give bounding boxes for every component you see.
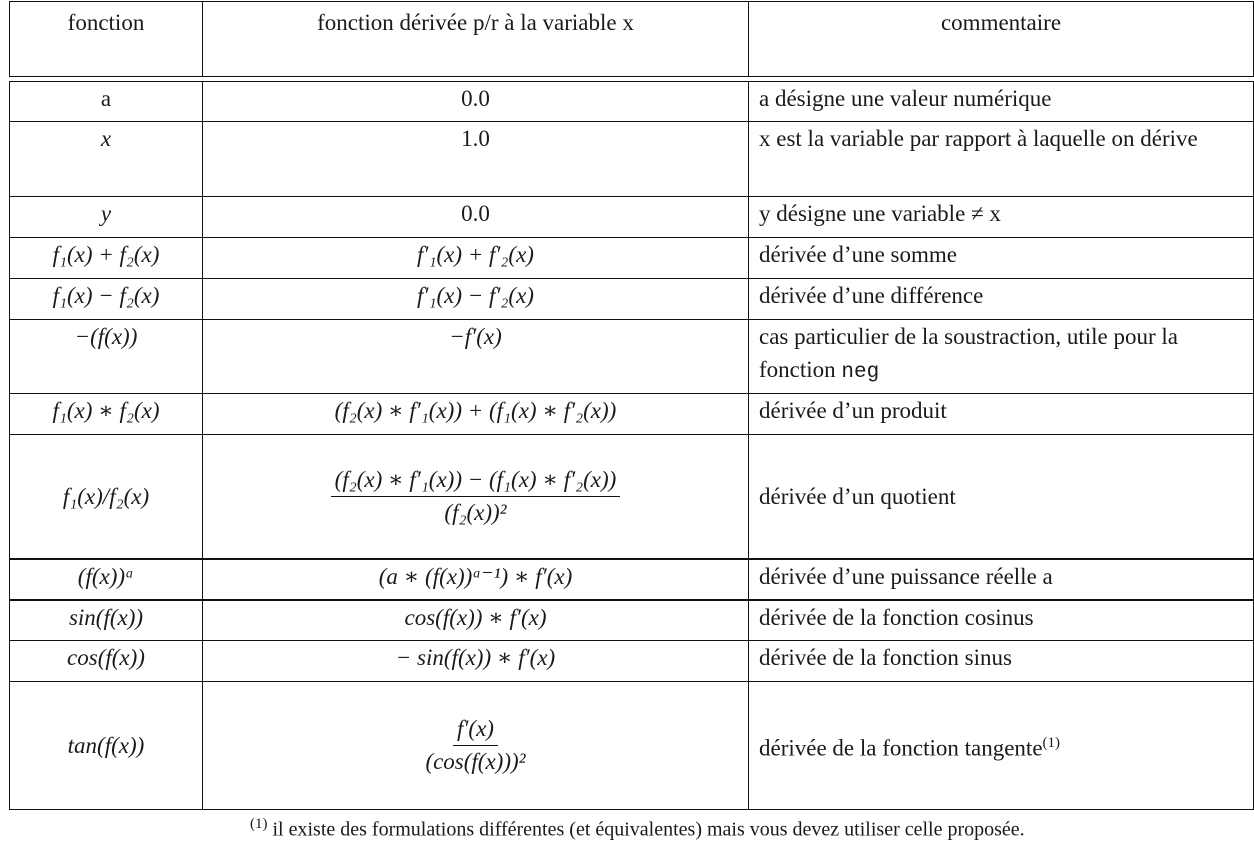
- comment-text: cas particulier de la soustraction, utile pour la fonction: [759, 324, 1178, 382]
- cell-derivative: [203, 320, 749, 394]
- cell-derivative: 0.0: [203, 197, 749, 238]
- table-row: [10, 435, 1254, 559]
- math-expr: f₁(x) ∗ f₂(x): [52, 398, 160, 423]
- table-row: [10, 559, 1254, 600]
- footnote: [250, 816, 1025, 842]
- cell-comment: dérivée d’une somme: [749, 238, 1254, 279]
- footnote-mark: (1): [250, 816, 268, 832]
- derivatives-table-body: [9, 81, 1254, 810]
- cell-derivative: 0.0: [203, 82, 749, 122]
- table-row: [10, 682, 1254, 810]
- table-row: [10, 279, 1254, 320]
- math-expr: −(f(x)): [74, 324, 138, 349]
- table-row: [10, 238, 1254, 279]
- cell-comment: [749, 320, 1254, 394]
- cell-function: [10, 279, 203, 320]
- cell-function: [10, 394, 203, 435]
- math-expr: f′₁(x) + f′₂(x): [417, 242, 534, 267]
- cell-derivative: [203, 279, 749, 320]
- cell-derivative: [203, 394, 749, 435]
- cell-function: [10, 641, 203, 682]
- math-expr: (a ∗ (f(x))ᵃ⁻¹) ∗ f′(x): [378, 563, 573, 589]
- cell-function: [10, 682, 203, 810]
- cell-comment: dérivée d’un quotient: [749, 435, 1254, 559]
- cell-comment: dérivée d’une puissance réelle a: [749, 559, 1254, 600]
- cell-function: [10, 320, 203, 394]
- math-expr: −f′(x): [449, 324, 502, 349]
- math-expr: sin(f(x)): [68, 604, 144, 630]
- cell-comment: x est la variable par rapport à laquelle on dérive: [749, 122, 1254, 197]
- cell-comment: y désigne une variable ≠ x: [749, 197, 1254, 238]
- fraction-denominator: (f₂(x))²: [444, 499, 507, 525]
- fraction-denominator: (cos(f(x)))²: [425, 749, 526, 774]
- header-commentaire: commentaire: [749, 2, 1254, 77]
- cell-function: [10, 559, 203, 600]
- fraction-numerator: (f₂(x) ∗ f′₁(x)) − (f₁(x) ∗ f′₂(x)): [331, 464, 621, 497]
- cell-comment: dérivée d’une différence: [749, 279, 1254, 320]
- header-fonction: fonction: [10, 2, 203, 77]
- comment-text: dérivée de la fonction tangente: [759, 735, 1043, 761]
- cell-function: [10, 197, 203, 238]
- math-expr: (f₂(x) ∗ f′₁(x)) + (f₁(x) ∗ f′₂(x)): [334, 398, 617, 423]
- math-expr: f₁(x)/f₂(x): [62, 483, 150, 509]
- math-expr: f₁(x) + f₂(x): [52, 242, 160, 267]
- table-row: [10, 320, 1254, 394]
- cell-function: [10, 238, 203, 279]
- cell-derivative: [203, 641, 749, 682]
- var-y: y: [100, 201, 112, 226]
- cell-comment: [749, 682, 1254, 810]
- derivatives-table: [9, 1, 1254, 77]
- cell-derivative: [203, 559, 749, 600]
- cell-comment: dérivée de la fonction sinus: [749, 641, 1254, 682]
- math-expr: cos(f(x)) ∗ f′(x): [404, 604, 547, 630]
- cell-derivative: [203, 682, 749, 810]
- cell-derivative: 1.0: [203, 122, 749, 197]
- var-x: x: [100, 126, 112, 151]
- cell-function: [10, 122, 203, 197]
- table-row: [10, 122, 1254, 197]
- cell-derivative: [203, 600, 749, 641]
- math-expr: − sin(f(x)) ∗ f′(x): [395, 645, 556, 670]
- math-expr: f₁(x) − f₂(x): [52, 283, 160, 308]
- cell-function: [10, 600, 203, 641]
- fraction-numerator: f′(x): [453, 713, 498, 746]
- fraction: [331, 464, 621, 529]
- math-expr: f′₁(x) − f′₂(x): [417, 283, 534, 308]
- cell-comment: a désigne une valeur numérique: [749, 82, 1254, 122]
- table-row: [10, 600, 1254, 641]
- cell-function: a: [10, 82, 203, 122]
- header-derivee: fonction dérivée p/r à la variable x: [203, 2, 749, 77]
- table-header: [10, 2, 1254, 77]
- math-expr: tan(f(x)): [67, 733, 145, 758]
- math-expr: (f(x))ᵃ: [77, 563, 135, 589]
- table-row: [10, 82, 1254, 122]
- table-row: [10, 394, 1254, 435]
- cell-comment: dérivée d’un produit: [749, 394, 1254, 435]
- table-row: [10, 197, 1254, 238]
- code-neg: neg: [841, 361, 880, 384]
- cell-function: [10, 435, 203, 559]
- footnote-text: il existe des formulations différentes (et équivalentes) mais vous devez utiliser celle proposée.: [272, 818, 1025, 841]
- cell-derivative: [203, 238, 749, 279]
- cell-comment: dérivée de la fonction cosinus: [749, 600, 1254, 641]
- math-expr: cos(f(x)): [67, 645, 145, 670]
- fraction: [425, 713, 525, 778]
- footnote-ref: (1): [1042, 734, 1061, 751]
- table-row: [10, 641, 1254, 682]
- cell-derivative: [203, 435, 749, 559]
